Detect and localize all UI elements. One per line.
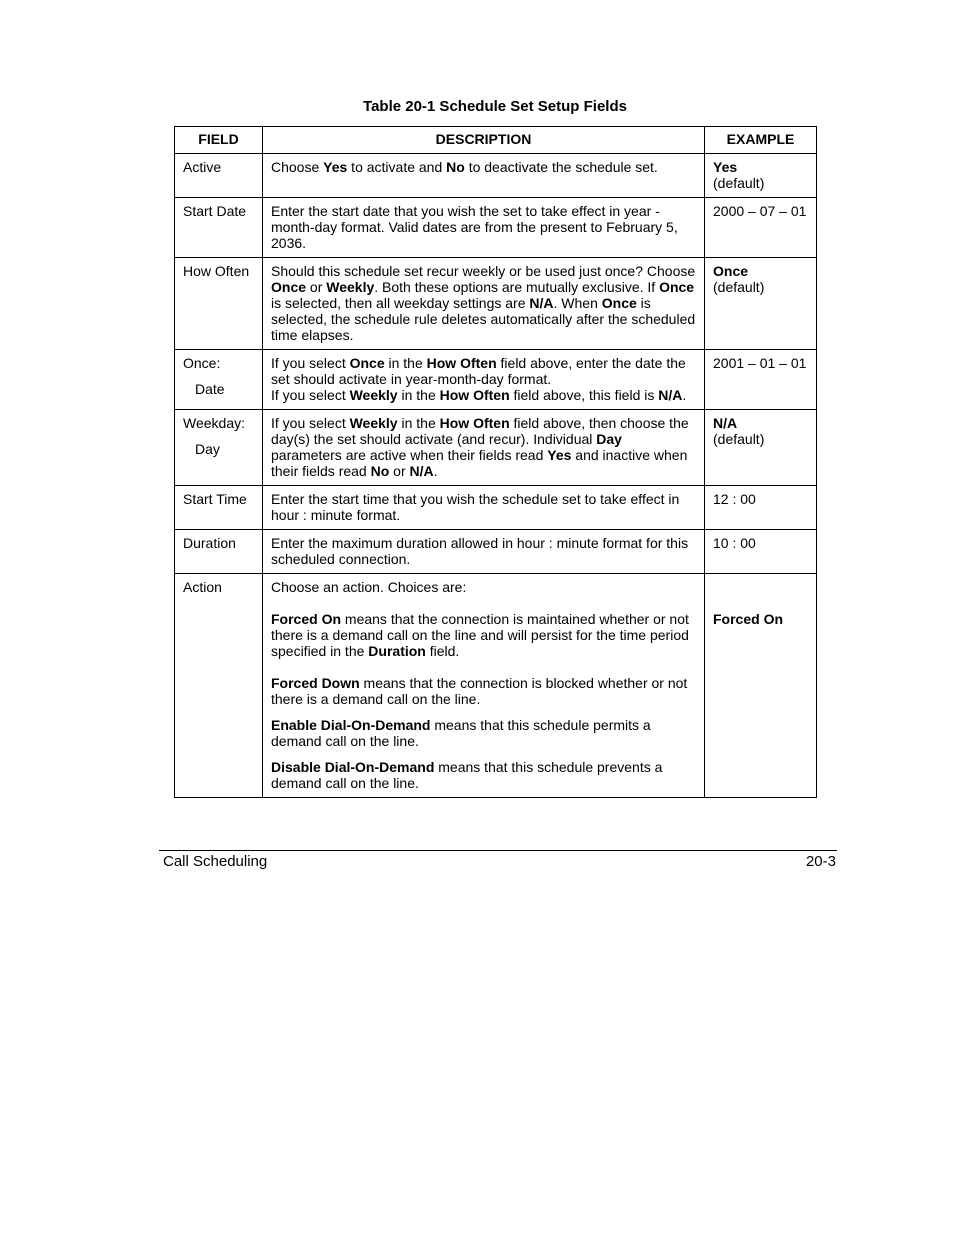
description-cell: Enter the start time that you wish the schedule set to take effect in hour : minute format. <box>263 486 705 530</box>
table-row-duration <box>175 530 817 574</box>
example-cell: Once (default) <box>705 258 817 350</box>
example-cell: 2001 – 01 – 01 <box>705 350 817 410</box>
example-cell: Yes (default) <box>705 154 817 198</box>
header-description: DESCRIPTION <box>263 127 705 154</box>
example-cell: Forced On <box>705 574 817 798</box>
table-row-how-often <box>175 258 817 350</box>
field-cell: Active <box>175 154 263 198</box>
table-row-start-date <box>175 198 817 258</box>
table-row-active <box>175 154 817 198</box>
table-row-action <box>175 574 817 798</box>
header-row <box>175 127 817 154</box>
footer-page-number: 20-3 <box>805 853 836 870</box>
table-row-weekday-day <box>175 410 817 486</box>
example-cell: 10 : 00 <box>705 530 817 574</box>
description-cell: If you select Weekly in the How Often field above, then choose the day(s) the set should activate (and recur). Individual Day parameters are active when their fields read Yes and inactive when their fields read No or N/A. <box>263 410 705 486</box>
table-row-once-date <box>175 350 817 410</box>
description-cell: Enter the start date that you wish the set to take effect in year - month-day format. Valid dates are from the present to February 5, 2036. <box>263 198 705 258</box>
description-cell: If you select Once in the How Often field above, enter the date the set should activate in year-month-day format. If you select Weekly in the How Often field above, this field is N/A. <box>263 350 705 410</box>
example-cell: N/A (default) <box>705 410 817 486</box>
table-row-start-time <box>175 486 817 530</box>
field-cell: Weekday: Day <box>175 410 263 486</box>
schedule-set-fields-table <box>174 126 817 798</box>
description-cell: Choose Yes to activate and No to deactivate the schedule set. <box>263 154 705 198</box>
header-example: EXAMPLE <box>705 127 817 154</box>
description-cell: Enter the maximum duration allowed in hour : minute format for this scheduled connection. <box>263 530 705 574</box>
field-cell: Once: Date <box>175 350 263 410</box>
description-cell: Should this schedule set recur weekly or be used just once? Choose Once or Weekly. Both these options are mutually exclusive. If Once is selected, then all weekday settings are N/A. When Once is selected, the schedule rule deletes automatically after the scheduled time elapses. <box>263 258 705 350</box>
table-caption: Table 20-1 Schedule Set Setup Fields <box>363 98 627 115</box>
header-field: FIELD <box>175 127 263 154</box>
field-cell: Start Time <box>175 486 263 530</box>
footer-rule <box>159 850 837 851</box>
field-cell: How Often <box>175 258 263 350</box>
field-cell: Duration <box>175 530 263 574</box>
example-cell: 12 : 00 <box>705 486 817 530</box>
description-cell: Choose an action. Choices are: Forced On means that the connection is maintained whether or not there is a demand call on the line and will persist for the time period specified in the Duration field. Forced Down means that the connection is blocked whether or not there is a demand call on the line. Enable Dial-On-Demand means that this schedule permits a demand call on the line. Disable Dial-On-Demand means that this schedule prevents a demand call on the line. <box>263 574 705 798</box>
footer-chapter-title: Call Scheduling <box>163 853 268 870</box>
field-cell: Start Date <box>175 198 263 258</box>
field-cell: Action <box>175 574 263 798</box>
example-cell: 2000 – 07 – 01 <box>705 198 817 258</box>
